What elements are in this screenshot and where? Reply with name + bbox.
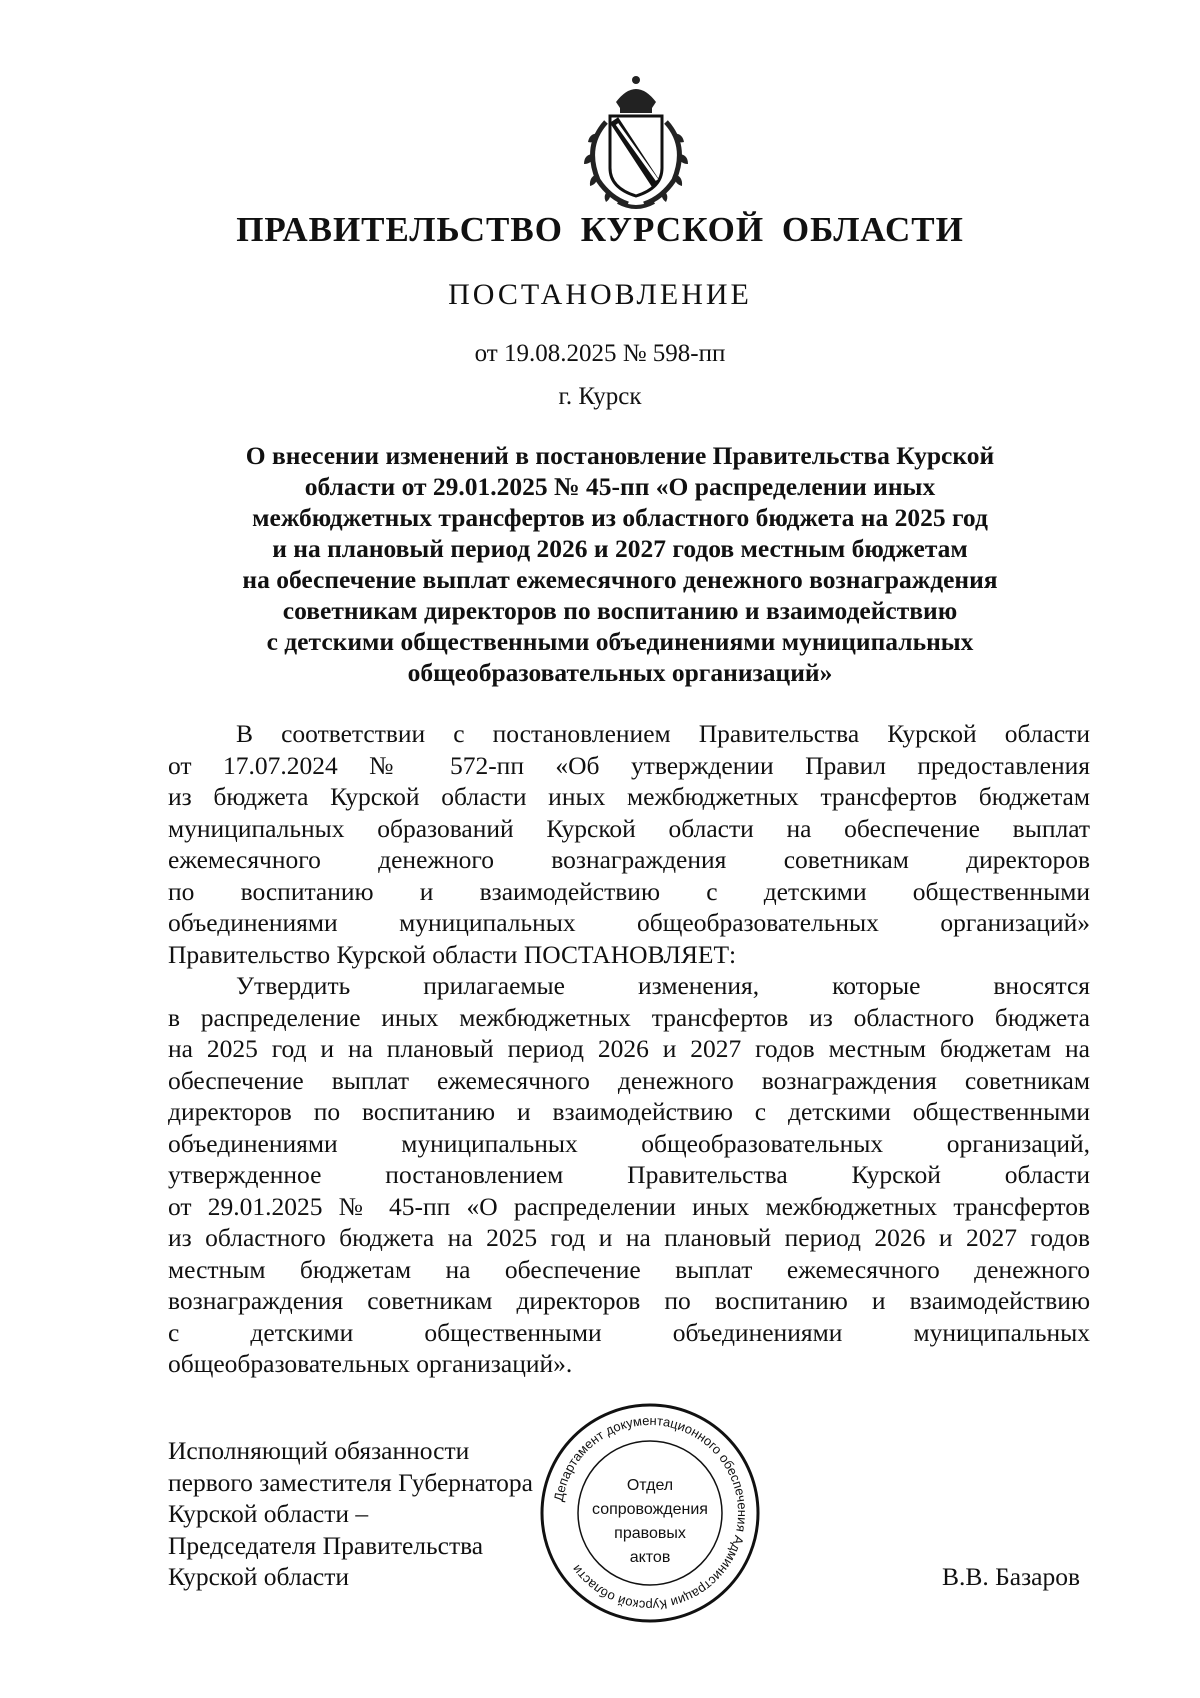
- body-line: В соответствии с постановлением Правительства Курской области: [236, 719, 1090, 748]
- document-subject: [150, 440, 1090, 688]
- subject-line: с детскими общественными объединениями муниципальных: [266, 627, 974, 656]
- signatory-position: [168, 1435, 533, 1593]
- document-body: [168, 718, 1090, 1380]
- seal-ring-text-path: Департамент документационного обеспечения Администрации Курской области: [550, 1412, 751, 1614]
- body-line: объединениями муниципальных общеобразовательных организаций,: [168, 1128, 1090, 1158]
- subject-line: О внесении изменений в постановление Правительства Курской: [245, 441, 995, 470]
- signatory-position-line: первого заместителя Губернатора: [168, 1467, 533, 1497]
- subject-line: области от 29.01.2025 № 45-пп «О распределении иных: [304, 472, 936, 501]
- signatory-name: В.В. Базаров: [942, 1562, 1081, 1591]
- body-line: обеспечение выплат ежемесячного денежного вознаграждения советникам: [168, 1065, 1090, 1095]
- subject-line: и на плановый период 2026 и 2027 годов местным бюджетам: [272, 534, 968, 563]
- body-line: директоров по воспитанию и взаимодействию с детскими общественными: [168, 1097, 1090, 1126]
- document-date-number: от 19.08.2025 № 598-пп: [474, 340, 726, 367]
- official-seal-stamp: [535, 1398, 765, 1628]
- seal-center-line: Отдел: [626, 1477, 674, 1494]
- subject-line: на обеспечение выплат ежемесячного денежного вознаграждения: [242, 565, 998, 594]
- body-line: от 29.01.2025 № 45-пп «О распределении иных межбюджетных трансфертов: [168, 1191, 1090, 1221]
- body-line: Утвердить прилагаемые изменения, которые вносятся: [236, 971, 1090, 1000]
- body-line: из бюджета Курской области иных межбюджетных трансфертов бюджетам: [168, 782, 1090, 811]
- seal-center-line: правовых: [614, 1525, 686, 1542]
- body-line: вознаграждения советникам директоров по воспитанию и взаимодействию: [168, 1286, 1090, 1315]
- coat-of-arms-icon: [570, 72, 702, 212]
- body-line: муниципальных образований Курской области на обеспечение выплат: [168, 813, 1090, 843]
- body-line: от 17.07.2024 № 572-пп «Об утверждении Правил предоставления: [168, 750, 1090, 780]
- body-line: в распределение иных межбюджетных трансфертов из областного бюджета: [168, 1002, 1090, 1032]
- body-line: из областного бюджета на 2025 год и на плановый период 2026 и 2027 годов: [168, 1223, 1090, 1252]
- government-title: ПРАВИТЕЛЬСТВО КУРСКОЙ ОБЛАСТИ: [236, 210, 964, 249]
- body-line: с детскими общественными объединениями муниципальных: [168, 1317, 1090, 1347]
- signatory-position-line: Председателя Правительства: [168, 1530, 484, 1560]
- body-line: местным бюджетам на обеспечение выплат ежемесячного денежного: [168, 1254, 1090, 1284]
- signatory-position-line: Курской области: [168, 1562, 350, 1591]
- body-line: общеобразовательных организаций».: [168, 1349, 573, 1378]
- body-line: объединениями муниципальных общеобразовательных организаций»: [168, 908, 1090, 937]
- subject-line: межбюджетных трансфертов из областного бюджета на 2025 год: [252, 503, 988, 532]
- signatory-position-line: Курской области –: [168, 1499, 369, 1528]
- body-line: ежемесячного денежного вознаграждения советникам директоров: [168, 845, 1090, 874]
- body-line: на 2025 год и на плановый период 2026 и 2027 годов местным бюджетам на: [168, 1034, 1090, 1063]
- document-city: г. Курск: [558, 383, 642, 410]
- signatory-position-line: Исполняющий обязанности: [168, 1436, 470, 1465]
- subject-line: советникам директоров по воспитанию и взаимодействию: [282, 596, 958, 625]
- subject-line: общеобразовательных организаций»: [407, 658, 833, 687]
- seal-center-line: актов: [629, 1549, 671, 1566]
- body-line: утвержденное постановлением Правительства Курской области: [168, 1160, 1090, 1189]
- document-type: ПОСТАНОВЛЕНИЕ: [448, 278, 752, 311]
- seal-center-line: сопровождения: [592, 1501, 708, 1518]
- body-line: по воспитанию и взаимодействию с детскими общественными: [168, 876, 1090, 906]
- body-line: Правительство Курской области ПОСТАНОВЛЯЕТ:: [168, 939, 737, 969]
